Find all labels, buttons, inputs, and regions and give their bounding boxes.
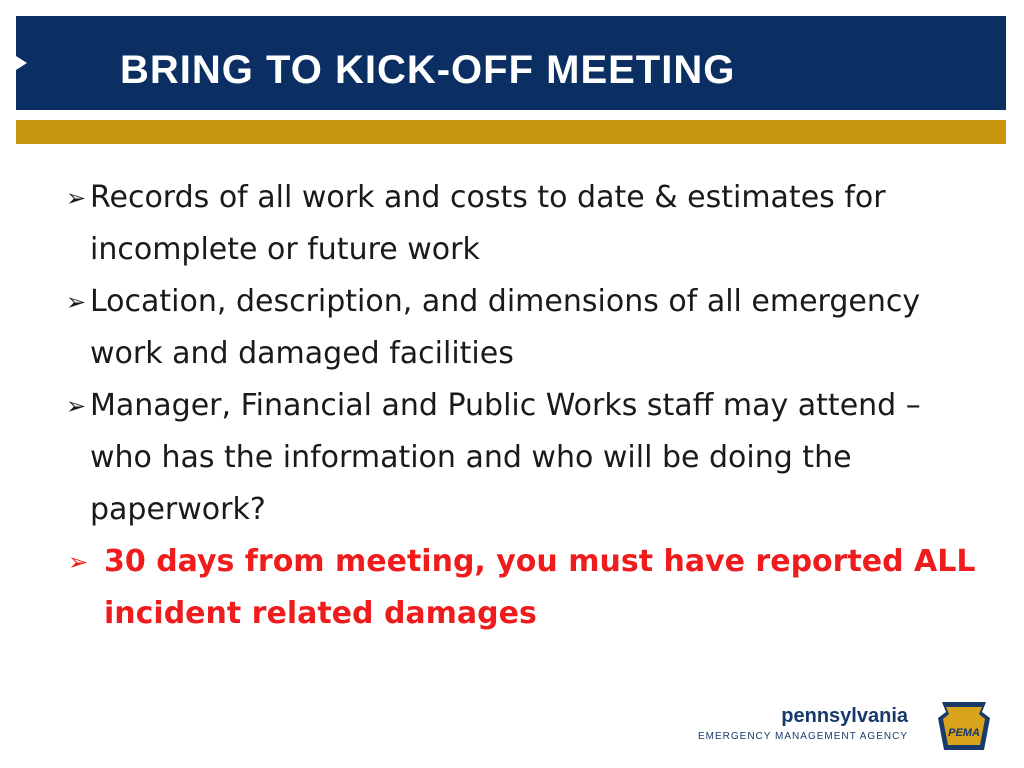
title-bar xyxy=(16,16,1006,110)
bullet-item xyxy=(62,276,992,380)
slide-title: BRING TO KICK-OFF MEETING xyxy=(120,48,736,92)
bullet-list xyxy=(62,172,992,640)
gold-accent-bar xyxy=(16,120,1006,144)
seal-text: PEMA xyxy=(948,727,980,739)
bullet-text: Location, description, and dimensions of all emergency work and damaged facilities xyxy=(90,284,921,371)
bullet-text: Manager, Financial and Public Works staff may attend – who has the information and who will be doing the paperwork? xyxy=(90,388,921,527)
bullet-item xyxy=(62,380,992,536)
bullet-text: 30 days from meeting, you must have reported ALL incident related damages xyxy=(104,544,976,631)
bullet-item xyxy=(62,172,992,276)
keystone-seal-icon xyxy=(934,700,994,752)
bullet-item-alert xyxy=(62,536,992,640)
bullet-text: Records of all work and costs to date & estimates for incomplete or future work xyxy=(90,180,886,267)
logo-name: pennsylvania xyxy=(781,705,908,727)
logo-agency: EMERGENCY MANAGEMENT AGENCY xyxy=(698,731,908,742)
arrow-bullet-icon: ➢ xyxy=(66,288,87,316)
arrow-bullet-icon: ➢ xyxy=(68,548,89,576)
pema-logo xyxy=(698,700,994,752)
title-arrow-icon xyxy=(16,56,27,70)
arrow-bullet-icon: ➢ xyxy=(66,392,87,420)
arrow-bullet-icon: ➢ xyxy=(66,184,87,212)
